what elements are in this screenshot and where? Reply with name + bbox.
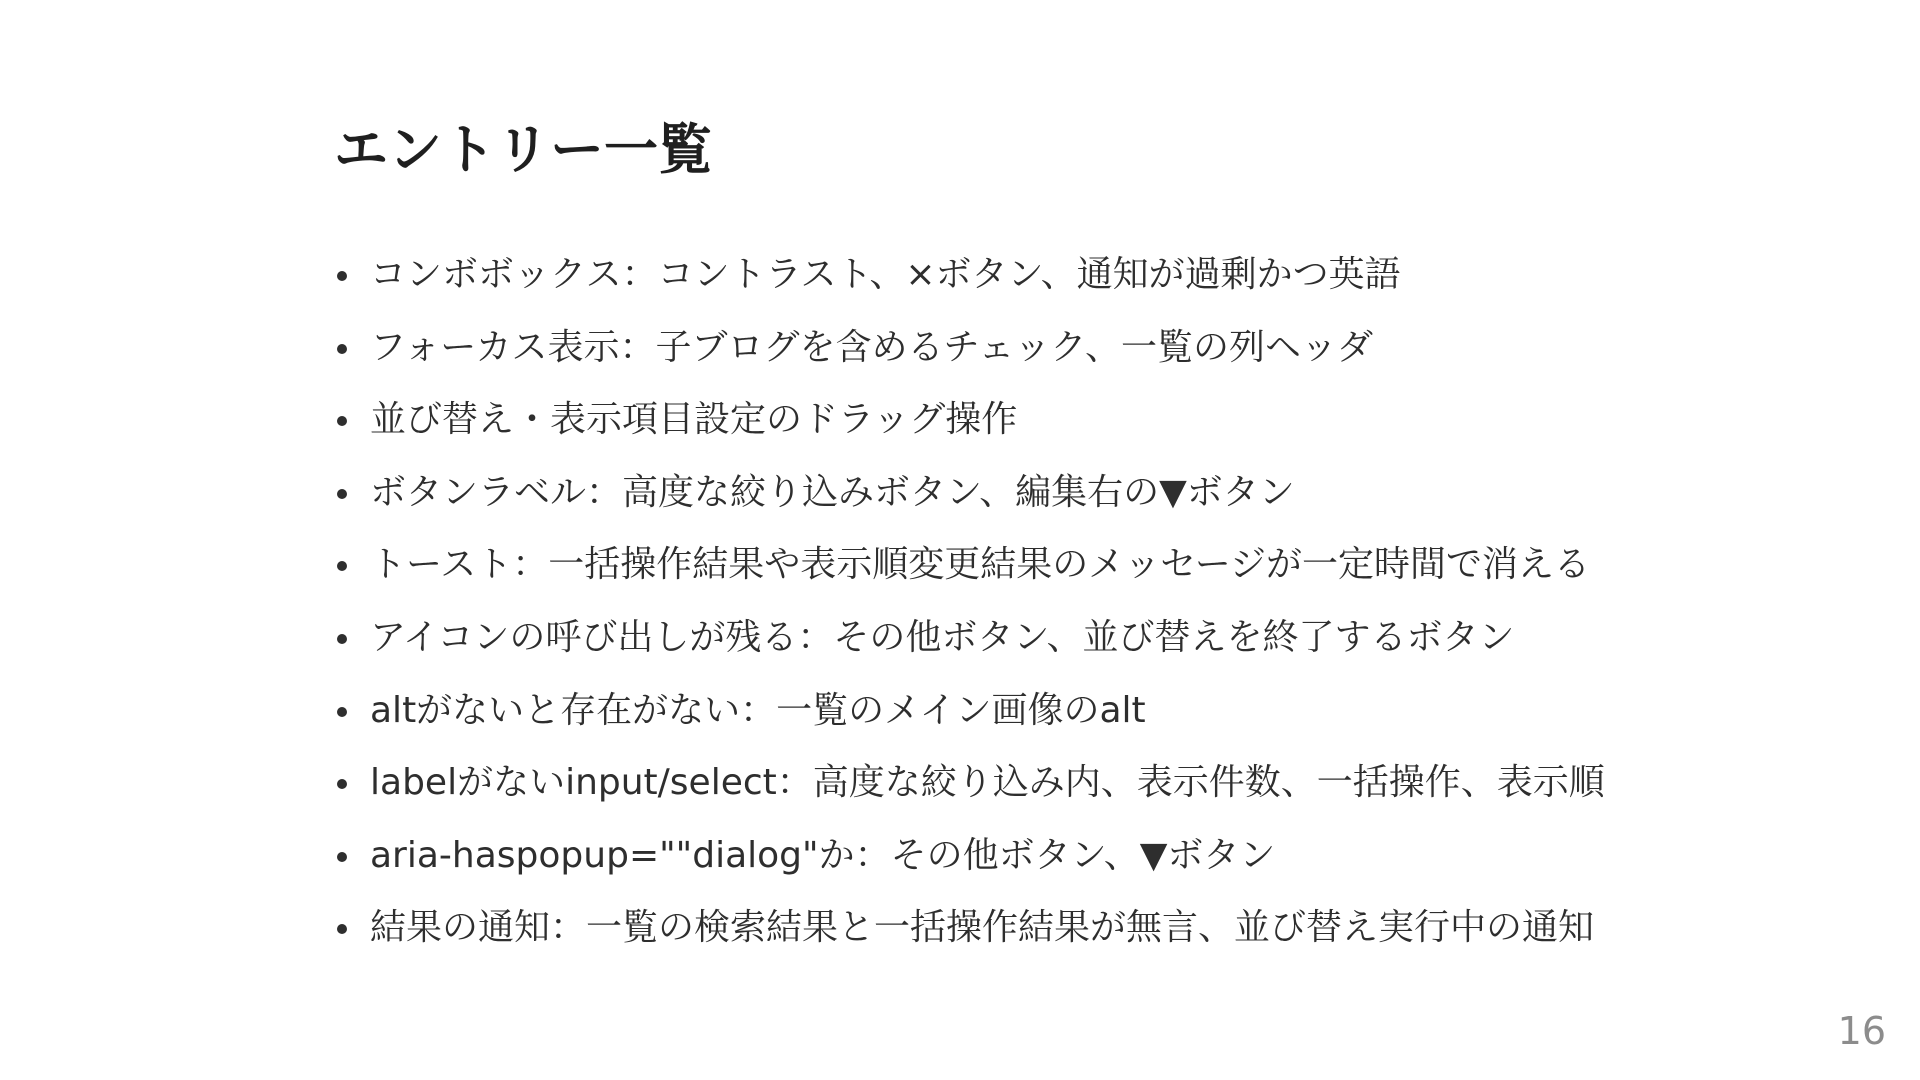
- list-item-text: 結果の通知：一覧の検索結果と一括操作結果が無言、並び替え実行中の通知: [370, 907, 1595, 949]
- list-item: [336, 683, 1605, 756]
- list-item: [336, 392, 1605, 465]
- list-item: [336, 828, 1605, 901]
- bullet-dot: [337, 707, 347, 717]
- list-item-text: aria-haspopup=""dialog"か：その他ボタン、▼ボタン: [370, 834, 1276, 876]
- list-item-text: 並び替え・表示項目設定のドラッグ操作: [370, 399, 1018, 441]
- bullet-dot: [337, 634, 347, 644]
- bullet-dot: [337, 779, 347, 789]
- page-number: 16: [1837, 1009, 1886, 1053]
- slide-title: エントリー一覧: [334, 118, 712, 181]
- list-item: [336, 247, 1605, 320]
- list-item-text: ボタンラベル：高度な絞り込みボタン、編集右の▼ボタン: [370, 471, 1295, 513]
- bullet-dot: [337, 852, 347, 862]
- list-item: [336, 610, 1605, 683]
- list-item-text: フォーカス表示：子ブログを含めるチェック、一覧の列ヘッダ: [370, 326, 1373, 368]
- bullet-dot: [337, 561, 347, 571]
- list-item: [336, 537, 1605, 610]
- list-item-text: アイコンの呼び出しが残る：その他ボタン、並び替えを終了するボタン: [370, 616, 1515, 658]
- bullet-dot: [337, 489, 347, 499]
- bullet-list: [336, 247, 1605, 973]
- list-item: [336, 900, 1605, 973]
- list-item-text: altがないと存在がない：一覧のメイン画像のalt: [370, 689, 1146, 731]
- list-item: [336, 465, 1605, 538]
- list-item: [336, 320, 1605, 393]
- list-item-text: labelがないinput/select：高度な絞り込み内、表示件数、一括操作、表示順: [370, 762, 1605, 804]
- list-item-text: トースト：一括操作結果や表示順変更結果のメッセージが一定時間で消える: [370, 544, 1591, 586]
- list-item: [336, 755, 1605, 828]
- bullet-dot: [337, 924, 347, 934]
- bullet-dot: [337, 416, 347, 426]
- bullet-dot: [337, 271, 347, 281]
- bullet-dot: [337, 344, 347, 354]
- list-item-text: コンボボックス：コントラスト、×ボタン、通知が過剰かつ英語: [370, 254, 1401, 295]
